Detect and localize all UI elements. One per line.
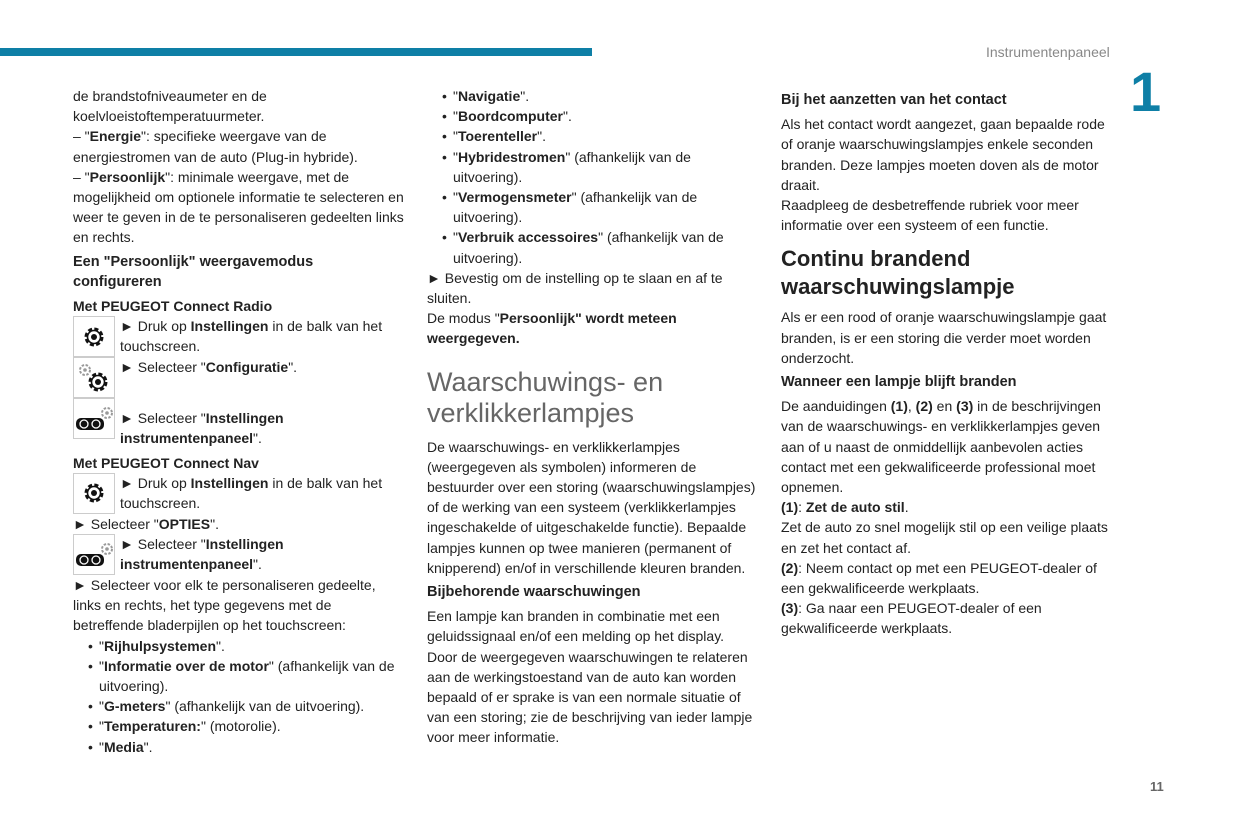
running-header: Instrumentenpaneel — [986, 44, 1110, 60]
list-item — [73, 696, 405, 716]
text-run: Navigatie — [457, 88, 521, 104]
text-run: " — [99, 738, 104, 755]
text-run: in de balk van het touchscreen. — [120, 318, 383, 355]
text-run: Configuratie — [205, 359, 289, 376]
step-text — [120, 398, 405, 448]
text-run: " — [453, 128, 458, 145]
chapter-number: 1 — [1130, 60, 1162, 123]
text-run: ". — [537, 128, 546, 145]
step-text — [120, 473, 405, 514]
text-run: " — [453, 108, 458, 125]
paragraph — [781, 114, 1113, 195]
text-run: ► Selecteer voor elk te personaliseren gedeelte, links en rechts, het type gegevens met de betreffende bladerpijlen op het touchscreen: — [73, 577, 376, 634]
paragraph — [427, 268, 761, 308]
section-title — [427, 367, 761, 429]
text-run: Persoonlijk — [89, 168, 166, 185]
text-run: (2) — [781, 559, 799, 576]
icon-step — [73, 357, 405, 398]
page-number: 11 — [1150, 779, 1164, 794]
text-run: ► Selecteer " — [73, 515, 159, 532]
text-run: . — [904, 499, 909, 516]
instrument-panel-icon — [73, 534, 115, 575]
column-2 — [427, 86, 761, 748]
text-run: ► Druk op — [120, 474, 191, 491]
text-run: Temperaturen: — [103, 718, 201, 735]
text-run: ". — [253, 556, 262, 573]
icon-step — [73, 473, 405, 514]
paragraph — [73, 514, 405, 534]
text-run: en — [932, 398, 957, 415]
step-text — [120, 534, 405, 575]
text-run: Als het contact wordt aangezet, gaan bepaalde rode of oranje waarschuwingslampjes enkele seconden branden. Deze lampjes moeten doven als de motor draait. — [781, 116, 1105, 193]
text-run: Instellingen — [190, 474, 269, 491]
step-text — [120, 316, 405, 357]
icon-step — [73, 316, 405, 357]
text-run: – " — [73, 128, 90, 145]
text-run: Instellingen — [190, 318, 269, 335]
text-run: – " — [73, 168, 90, 185]
list-item — [73, 636, 405, 656]
subheading — [427, 582, 761, 602]
paragraph — [781, 598, 1113, 638]
accent-bar — [0, 48, 592, 56]
list-item — [73, 737, 405, 757]
text-run: Informatie over de motor — [103, 657, 269, 674]
text-run: ". — [143, 738, 153, 755]
text-run: " — [453, 148, 458, 165]
text-run: Een lampje kan branden in combinatie met een geluidssignaal en/of een melding op het display. — [427, 608, 725, 645]
text-run: De aanduidingen — [781, 398, 891, 415]
text-run: de brandstofniveaumeter en de koelvloeistoftemperatuurmeter. — [73, 88, 267, 125]
text-run: Energie — [89, 128, 142, 145]
list-item — [427, 147, 761, 187]
text-run: Rijhulpsystemen — [103, 637, 217, 654]
text-run: : Ga naar een PEUGEOT-dealer of een gekwalificeerde werkplaats. — [781, 600, 1042, 637]
text-run: " (afhankelijk van de uitvoering). — [453, 148, 691, 185]
paragraph — [781, 558, 1113, 598]
list-item — [427, 227, 761, 267]
minor-heading — [73, 296, 405, 316]
subheading — [781, 90, 1113, 110]
text-run: De waarschuwings- en verklikkerlampjes (weergegeven als symbolen) informeren de bestuurder over een storing (waarschuwingslampjes) of de werking van een systeem (verklikkerlampjes ingeschakelde of uitgeschakelde functie). Bepaalde lampjes kunnen op twee manieren (permanent of knipperend) en/of in verschillende kleuren branden. — [427, 438, 756, 576]
icon-step — [73, 534, 405, 575]
text-run: " — [453, 189, 458, 206]
text-run: " (afhankelijk van de uitvoering). — [99, 657, 395, 695]
icon-step — [73, 398, 405, 448]
text-run: in de beschrijvingen van de waarschuwings- en verklikkerlampjes geven aan of u naast de onmiddellijk aanbevolen acties contact met een gekwalificeerde professional moet opnemen. — [781, 398, 1101, 496]
paragraph — [73, 167, 405, 248]
text-run: ". — [520, 88, 530, 104]
text-run: Met PEUGEOT Connect Nav — [73, 454, 259, 471]
text-run: ► Selecteer " — [120, 410, 206, 427]
text-run: ". — [216, 637, 225, 654]
text-run: Een "Persoonlijk" weergavemodus configureren — [73, 253, 314, 290]
text-run: (2) — [915, 398, 933, 415]
text-run: Met PEUGEOT Connect Radio — [73, 298, 273, 315]
text-run: Als er een rood of oranje waarschuwingslampje gaat branden, is er een storing die verder moet worden onderzocht. — [781, 309, 1107, 366]
paragraph — [73, 126, 405, 166]
minor-heading — [73, 453, 405, 473]
text-run: Vermogensmeter — [457, 189, 572, 206]
text-run: G-meters — [103, 698, 166, 715]
text-run: " — [99, 718, 104, 735]
paragraph — [427, 437, 761, 578]
list-item — [427, 86, 761, 106]
text-run: Bijbehorende waarschuwingen — [427, 584, 641, 601]
text-run: ► Selecteer " — [120, 536, 206, 553]
paragraph — [781, 307, 1113, 368]
text-run: " (afhankelijk van de uitvoering). — [453, 189, 698, 226]
text-run: " — [99, 698, 104, 715]
section-title — [781, 245, 1113, 301]
gear-icon — [73, 473, 115, 514]
text-run: in de balk van het touchscreen. — [120, 474, 383, 512]
text-run: Raadpleeg de desbetreffende rubriek voor meer informatie over een systeem of een functie. — [781, 197, 1079, 234]
text-run: Hybridestromen — [457, 148, 566, 165]
text-run: ". — [210, 515, 219, 532]
text-run: Continu brandend waarschuwingslampje — [781, 246, 1015, 300]
text-run: Media — [103, 738, 144, 755]
text-run: ". — [562, 108, 572, 125]
text-run: Zet de auto zo snel mogelijk stil op een veilige plaats en zet het contact af. — [781, 519, 1108, 556]
text-run: ► Bevestig om de instelling op te slaan en af te sluiten. — [427, 269, 723, 307]
text-run: , — [907, 398, 916, 415]
paragraph — [781, 497, 1113, 517]
paragraph — [73, 86, 405, 126]
paragraph — [427, 606, 761, 646]
text-run: Instellingen instrumentenpaneel — [120, 410, 284, 447]
text-run: ". — [288, 359, 298, 376]
text-run: OPTIES — [158, 515, 211, 532]
text-run: Bij het aanzetten van het contact — [781, 92, 1007, 108]
subheading — [73, 252, 405, 292]
list-item — [427, 106, 761, 126]
step-text — [120, 357, 405, 398]
text-run: De modus " — [427, 310, 500, 327]
text-run: Wanneer een lampje blijft branden — [781, 374, 1017, 391]
text-run: " — [99, 657, 104, 674]
list-item — [73, 656, 405, 696]
text-run: Toerenteller — [457, 128, 538, 145]
text-run: " (motorolie). — [200, 718, 281, 735]
text-run: " — [453, 88, 458, 104]
paragraph — [427, 308, 761, 348]
paragraph — [781, 517, 1113, 557]
text-run: ": specifieke weergave van de energiestromen van de auto (Plug-in hybride). — [73, 128, 358, 165]
text-run: : — [798, 499, 806, 516]
text-run: Waarschuwings- en verklikkerlampjes — [427, 366, 664, 428]
paragraph — [781, 195, 1113, 235]
text-run: (3) — [956, 398, 974, 415]
column-1 — [73, 86, 405, 757]
subheading — [781, 372, 1113, 392]
gear-icon — [73, 316, 115, 357]
text-run: ". — [253, 430, 262, 447]
list-item — [427, 126, 761, 146]
list-item — [427, 187, 761, 227]
text-run: Verbruik accessoires — [457, 229, 599, 246]
list-item — [73, 716, 405, 736]
text-run: (1) — [781, 499, 799, 516]
paragraph — [427, 647, 761, 748]
text-run: " — [453, 229, 458, 246]
text-run: (1) — [890, 398, 908, 415]
paragraph — [781, 396, 1113, 497]
text-run: Zet de auto stil — [805, 499, 905, 516]
text-run: ► Druk op — [120, 318, 191, 335]
text-run: Persoonlijk" wordt meteen weergegeven. — [427, 310, 677, 347]
text-run: " (afhankelijk van de uitvoering). — [453, 229, 724, 266]
paragraph — [73, 575, 405, 636]
text-run: " (afhankelijk van de uitvoering). — [165, 698, 365, 715]
text-run: Boordcomputer — [457, 108, 563, 125]
instrument-panel-icon — [73, 398, 115, 439]
gears-icon — [73, 357, 115, 398]
text-run: ► Selecteer " — [120, 359, 206, 376]
text-run: (3) — [781, 600, 799, 617]
text-run: Door de weergegeven waarschuwingen te relateren aan de werkingstoestand van de auto kan worden bepaald of er sprake is van een normale situatie of van een storing; zie de beschrijving van ieder lampje voor meer informatie. — [427, 648, 753, 746]
text-run: : Neem contact op met een PEUGEOT-dealer of een gekwalificeerde werkplaats. — [781, 559, 1097, 597]
column-3 — [781, 86, 1113, 639]
text-run: ": minimale weergave, met de mogelijkheid om optionele informatie te selecteren en weer te geven in de te personaliseren gedeelten links en rechts. — [73, 168, 404, 246]
text-run: Instellingen instrumentenpaneel — [120, 536, 284, 573]
text-run: " — [99, 637, 104, 654]
